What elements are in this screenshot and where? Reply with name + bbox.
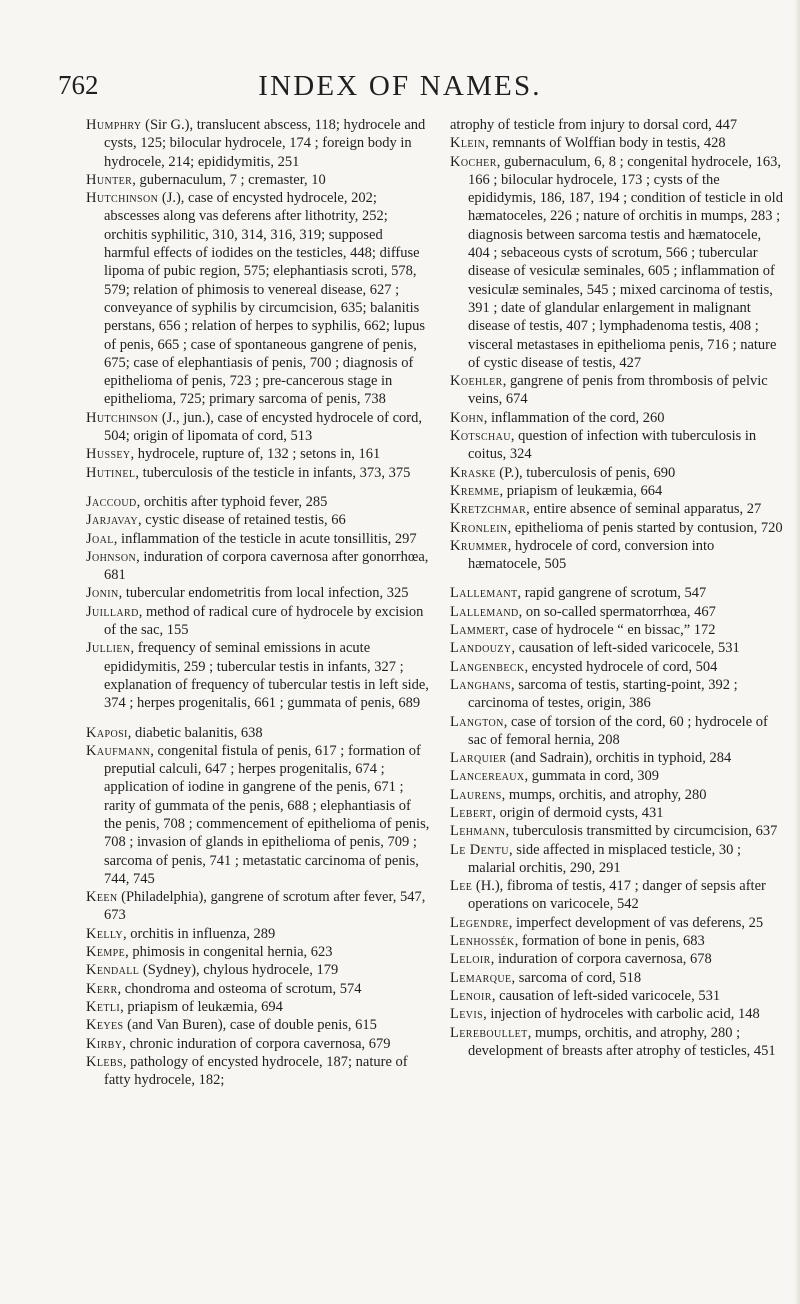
entry-text: , on so-called spermatorrhœa, 467 (518, 603, 716, 620)
entry-name: Hutchinson (86, 409, 159, 426)
index-entry (86, 511, 430, 529)
entry-name: Lallemand (450, 603, 519, 620)
index-entry (450, 676, 784, 713)
entry-name: Hunter (86, 171, 133, 188)
entry-name: Joal (86, 530, 114, 547)
entry-text: , hydrocele, rupture of, 132 ; setons in, 161 (130, 446, 381, 463)
index-entry (450, 950, 784, 968)
entry-text: , mumps, orchitis, and atrophy, 280 ; development of breasts after atrophy of testicles, 451 (468, 1024, 776, 1059)
entry-name: Kaufmann (86, 742, 151, 759)
entry-text: , tuberculosis of the testicle in infants, 373, 375 (135, 464, 411, 481)
index-entry (86, 639, 430, 712)
entry-name: Krummer (450, 537, 508, 554)
index-entry (450, 914, 784, 932)
index-entry (86, 724, 430, 742)
entry-name: Lenhossék (450, 933, 515, 950)
entry-name: Lammert (450, 622, 505, 639)
entry-text: , hydrocele of cord, conversion into hæmatocele, 505 (468, 537, 715, 573)
index-entry (86, 409, 430, 446)
index-entry (450, 822, 784, 840)
entry-name: Landouzy (450, 640, 512, 657)
page-title: INDEX OF NAMES. (258, 70, 542, 102)
index-entry (450, 804, 784, 822)
entry-text: , tubercular endometritis from local infection, 325 (118, 585, 409, 602)
index-entry (86, 1053, 430, 1090)
entry-text: , case of torsion of the cord, 60 ; hydrocele of sac of femoral hernia, 208 (468, 713, 768, 748)
entry-text: , phimosis in congenital hernia, 623 (125, 944, 333, 961)
page-number: 762 (58, 70, 99, 100)
entry-text: , pathology of encysted hydrocele, 187; nature of fatty hydrocele, 182; (104, 1053, 408, 1089)
entry-name: Larquier (450, 750, 507, 767)
entry-name: Langton (450, 713, 504, 730)
entry-name: Lenoir (450, 987, 492, 1004)
entry-name: Kretzchmar (450, 501, 527, 518)
section-gap (450, 573, 784, 584)
index-entry (86, 171, 430, 189)
index-entry (450, 409, 784, 427)
entry-name: Levis (450, 1006, 484, 1023)
index-entry (86, 116, 430, 171)
entry-name: Humphry (86, 117, 142, 133)
entry-name: Lehmann (450, 823, 506, 840)
index-entry (450, 621, 784, 639)
index-entry (450, 603, 784, 621)
entry-name: Langhans (450, 676, 511, 693)
entry-name: Klein (450, 135, 486, 152)
section-gap (86, 713, 430, 724)
entry-name: Johnson (86, 548, 137, 565)
index-entry (450, 877, 784, 914)
entry-name: Legendre (450, 914, 509, 931)
index-entry (450, 116, 784, 134)
entry-name: Kremme (450, 482, 500, 499)
entry-text: , side affected in misplaced testicle, 30 ; malarial orchitis, 290, 291 (468, 841, 741, 876)
index-entry (86, 464, 430, 482)
index-entry (450, 1024, 784, 1061)
entry-name: Lemarque (450, 969, 512, 986)
index-entry (450, 427, 784, 464)
section-gap (86, 482, 430, 493)
entry-name: Kempe (86, 944, 126, 961)
index-entry (450, 969, 784, 987)
entry-text: , congenital fistula of penis, 617 ; formation of preputial calculi, 647 ; herpes progenitalis, 674 ; application of iodine in gangrene of the penis, 671 ; rarity of gummata of the penis, 688 ; elephantiasis of the penis, 708 ; commencement of epithelioma of penis, 708 ; invasion of glands in epithelioma of penis, 709 ; sarcoma of penis, 741 ; metastatic carcinoma of penis, 744, 745 (104, 742, 430, 887)
index-entry (86, 493, 430, 511)
index-entry (450, 584, 784, 602)
entry-text: , case of hydrocele “ en bissac,” 172 (504, 622, 716, 639)
entry-text: , entire absence of seminal apparatus, 27 (526, 501, 762, 518)
index-entry (450, 519, 784, 537)
index-entry (450, 841, 784, 878)
entry-name: Keen (86, 889, 118, 906)
entry-text: , question of infection with tuberculosis in coitus, 324 (468, 428, 757, 463)
entry-text: , causation of left-sided varicocele, 531 (511, 640, 740, 657)
entry-name: Jarjavay (86, 512, 139, 529)
entry-text: , gubernaculum, 7 ; cremaster, 10 (132, 171, 326, 188)
entry-text: , priapism of leukæmia, 664 (499, 482, 663, 499)
entry-text: , tuberculosis transmitted by circumcision, 637 (505, 823, 778, 840)
entry-name: Koehler (450, 373, 503, 390)
entry-text: , gummata in cord, 309 (524, 768, 660, 785)
entry-name: Klebs (86, 1053, 123, 1070)
entry-text: , gubernaculum, 6, 8 ; congenital hydrocele, 163, 166 ; bilocular hydrocele, 173 ; cysts of the epididymis, 186, 187, 194 ; condition of testicle in old hæmatoceles, 226 ; nature of orchitis in mumps, 283 ; diagnosis between sarcoma testis and hæmatocele, 404 ; sebaceous cysts of scrotum, 566 ; tubercular disease of vesiculæ seminales, 605 ; inflammation of vesiculæ seminales, 545 ; mixed carcinoma of testis, 391 ; date of glandular enlargement in malignant disease of testis, 407 ; lymphadenoma testis, 408 ; visceral metastases in epithelioma penis, 716 ; nature of cystic disease of testis, 427 (468, 153, 783, 371)
entry-name: Kronlein (450, 519, 508, 536)
entry-text: (and Van Buren), case of double penis, 615 (123, 1017, 377, 1034)
entry-text: (and Sadrain), orchitis in typhoid, 284 (506, 750, 732, 767)
index-entry (86, 584, 430, 602)
index-entry (86, 189, 430, 409)
entry-text: , sarcoma of cord, 518 (511, 969, 642, 986)
entry-name: Jullien (86, 640, 131, 657)
index-entry (450, 500, 784, 518)
entry-name: Laurens (450, 786, 502, 803)
index-entry (450, 537, 784, 574)
entry-name: Kaposi (86, 724, 128, 741)
index-entry (86, 1035, 430, 1053)
entry-text: , remnants of Wolffian body in testis, 428 (485, 135, 726, 152)
entry-text: , frequency of seminal emissions in acute epididymitis, 259 ; tubercular testis in infants, 327 ; explanation of frequency of tubercular testis in left side, 374 ; herpes progenitalis, 661 ; gummata of penis, 689 (104, 640, 429, 712)
index-entry (86, 445, 430, 463)
index-entry (450, 987, 784, 1005)
index-entry (86, 961, 430, 979)
entry-text: , inflammation of the cord, 260 (483, 409, 665, 426)
entry-text: , sarcoma of testis, starting-point, 392 ; carcinoma of testes, origin, 386 (468, 676, 738, 712)
entry-text: , chronic induration of corpora cavernosa, 679 (122, 1035, 391, 1052)
page-edge-shadow (794, 0, 800, 1304)
index-entry (86, 1016, 430, 1034)
index-entry (450, 464, 784, 482)
entry-name: Lee (450, 878, 473, 895)
entry-name: Langenbeck (450, 658, 525, 675)
entry-name: Lallemant (450, 585, 518, 602)
entry-name: Kotschau (450, 428, 511, 445)
index-entry (86, 888, 430, 925)
entry-name: Kerr (86, 980, 118, 997)
right-column (450, 116, 784, 1060)
entry-text: , chondroma and osteoma of scrotum, 574 (117, 980, 362, 997)
index-entry (86, 530, 430, 548)
entry-name: Jaccoud (86, 493, 137, 510)
entry-name: Keyes (86, 1017, 124, 1034)
index-entry (450, 482, 784, 500)
entry-name: Kirby (86, 1035, 123, 1052)
entry-text: , encysted hydrocele of cord, 504 (524, 658, 718, 675)
index-entry (450, 786, 784, 804)
entry-text: (Philadelphia), gangrene of scrotum after fever, 547, 673 (104, 889, 426, 924)
index-entry (450, 639, 784, 657)
entry-text: , injection of hydroceles with carbolic acid, 148 (483, 1006, 760, 1023)
entry-name: Ketli (86, 998, 121, 1015)
entry-name: Le Dentu (450, 841, 509, 858)
index-entry (86, 548, 430, 585)
entry-name: Kendall (86, 962, 140, 979)
entry-name: Jonin (86, 585, 119, 602)
entry-name: Hutinel (86, 464, 136, 481)
index-entry (450, 749, 784, 767)
index-entry (86, 998, 430, 1016)
entry-name: Juillard (86, 603, 139, 620)
index-entry (86, 980, 430, 998)
entry-name: Hussey (86, 446, 131, 463)
entry-text: , gangrene of penis from thrombosis of pelvic veins, 674 (468, 373, 768, 408)
entry-text: , formation of bone in penis, 683 (514, 933, 705, 950)
entry-name: Lancereaux (450, 768, 525, 785)
entry-name: Lebert (450, 804, 493, 821)
index-entry (450, 767, 784, 785)
index-entry (86, 943, 430, 961)
entry-text: , rapid gangrene of scrotum, 547 (517, 585, 707, 602)
entry-text: (P.), tuberculosis of penis, 690 (495, 464, 676, 481)
entry-text: (J.), case of encysted hydrocele, 202; abscesses along vas deferens after lithotrity, 252; orchitis syphilitic, 310, 314, 316, 319; supposed harmful effects of iodides on the testicles, 448; diffuse lipoma of pubic region, 575; elephantiasis scroti, 578, 579; relation of phimosis to venereal disease, 627 ; conveyance of syphilis by circumcision, 635; balanitis perstans, 656 ; relation of herpes to syphilis, 662; lupus of penis, 665 ; case of spontaneous gangrene of penis, 675; case of elephantiasis of penis, 700 ; diagnosis of epithelioma of penis, 723 ; pre-cancerous stage in epithelioma, 725; primary sarcoma of penis, 738 (104, 190, 425, 408)
entry-text: , imperfect development of vas deferens, 25 (508, 914, 764, 931)
left-column (86, 116, 430, 1089)
entry-text: , mumps, orchitis, and atrophy, 280 (501, 786, 707, 803)
entry-text: (Sydney), chylous hydrocele, 179 (139, 962, 339, 979)
entry-text: (H.), fibroma of testis, 417 ; danger of sepsis after operations on varicocele, 542 (468, 878, 766, 913)
entry-text: , diabetic balanitis, 638 (127, 724, 263, 741)
entry-text: , orchitis after typhoid fever, 285 (136, 493, 328, 510)
entry-text: , epithelioma of penis started by contusion, 720 (507, 519, 783, 536)
index-entry (450, 153, 784, 373)
entry-name: Leloir (450, 951, 491, 968)
entry-name: Hutchinson (86, 190, 159, 207)
entry-text: (Sir G.), translucent abscess, 118; hydrocele and cysts, 125; bilocular hydrocele, 174 ; foreign body in hydrocele, 214; epididymitis, 251 (104, 117, 426, 170)
entry-text: , causation of left-sided varicocele, 531 (491, 987, 721, 1004)
entry-name: Lereboullet (450, 1024, 528, 1041)
index-entry (86, 742, 430, 888)
entry-text: atrophy of testicle from injury to dorsal cord, 447 (450, 117, 738, 133)
entry-text: , inflammation of the testicle in acute tonsillitis, 297 (113, 530, 417, 547)
index-entry (86, 603, 430, 640)
index-entry (86, 925, 430, 943)
entry-text: , method of radical cure of hydrocele by excision of the sac, 155 (104, 603, 424, 639)
index-entry (450, 713, 784, 750)
entry-name: Kohn (450, 409, 484, 426)
entry-text: , induration of corpora cavernosa, 678 (490, 951, 712, 968)
entry-name: Kocher (450, 153, 497, 170)
index-entry (450, 372, 784, 409)
index-entry (450, 932, 784, 950)
index-entry (450, 1005, 784, 1023)
entry-text: , cystic disease of retained testis, 66 (138, 512, 346, 529)
entry-text: , priapism of leukæmia, 694 (120, 998, 283, 1015)
entry-name: Kraske (450, 464, 496, 481)
entry-name: Kelly (86, 925, 124, 942)
index-entry (450, 658, 784, 676)
entry-text: , induration of corpora cavernosa after gonorrhœa, 681 (104, 548, 429, 584)
entry-text: , orchitis in influenza, 289 (123, 925, 276, 942)
entry-text: (J., jun.), case of encysted hydrocele of cord, 504; origin of lipomata of cord, 513 (104, 409, 422, 445)
index-entry (450, 134, 784, 152)
entry-text: , origin of dermoid cysts, 431 (492, 804, 664, 821)
